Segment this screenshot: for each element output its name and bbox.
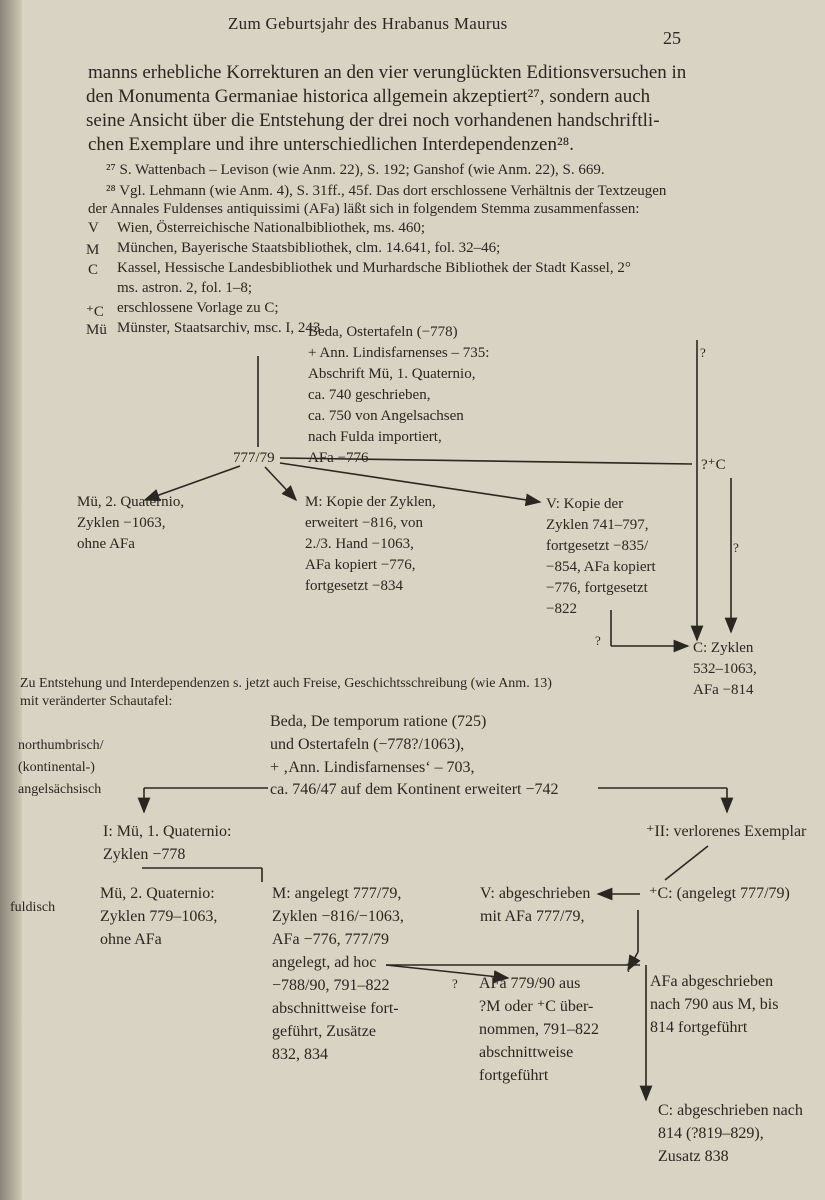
- stemma1-question-left: ?: [595, 633, 601, 648]
- stemma2-question-a: ?: [452, 976, 458, 991]
- body-line-4: chen Exemplare und ihre unterschiedlichen Interdependenzen²⁸.: [88, 134, 575, 155]
- footnote-28-line-2: der Annales Fuldenses antiquissimi (AFa) läßt sich in folgendem Stemma zusammenfassen:: [88, 201, 640, 217]
- siglum-plus-c-text: erschlossene Vorlage zu C;: [117, 300, 279, 316]
- stemma1-node-m: M: Kopie der Zyklen, erweitert −816, von 2./3. Hand −1063, AFa kopiert −776, fortgesetzt −834: [305, 494, 436, 594]
- stemma2-node-ii: ⁺II: verlorenes Exemplar: [646, 823, 807, 840]
- freise-note-line-2: mit veränderter Schautafel:: [20, 694, 173, 709]
- siglum-m: M: [86, 242, 100, 258]
- region-label-fuldisch: fuldisch: [10, 900, 56, 915]
- siglum-plus-c: ⁺C: [86, 304, 104, 320]
- siglum-v: V: [88, 220, 99, 236]
- stemma1-node-c: C: Zyklen 532–1063, AFa −814: [693, 640, 757, 698]
- stemma2-root: Beda, De temporum ratione (725) und Ostertafeln (−778?/1063), + ‚Ann. Lindisfarnenses‘ – 703,: [270, 713, 487, 776]
- siglum-c: C: [88, 262, 99, 278]
- stemma1-root: Beda, Ostertafeln (−778) + Ann. Lindisfarnenses – 735: Abschrift Mü, 1. Quaternio, ca. 740 geschrieben, ca. 750 von Angelsachsen nach Fulda importiert, AFa −776: [308, 324, 490, 466]
- stemma1-question-top: ?: [700, 345, 706, 360]
- stemma2-node-i: I: Mü, 1. Quaternio: Zyklen −778: [103, 823, 232, 863]
- stemma2-node-afa-right: AFa abgeschrieben nach 790 aus M, bis 814 fortgeführt: [650, 973, 779, 1036]
- stemma2-node-c: C: abgeschrieben nach 814 (?819–829), Zusatz 838: [658, 1102, 803, 1165]
- siglum-mu: Mü: [86, 322, 107, 338]
- body-line-1: manns erhebliche Korrekturen an den vier verunglückten Editionsversuchen in: [88, 62, 687, 83]
- region-label-northumbrian: northumbrisch/ (kontinental-) angelsächsisch: [18, 738, 104, 797]
- stemma2-root-last: ca. 746/47 auf dem Kontinent erweitert −742: [270, 781, 559, 798]
- stemma2-node-afa: AFa 779/90 aus ?M oder ⁺C über- nommen, 791–822 abschnittweise fortgeführt: [479, 975, 599, 1084]
- siglum-c-text-2: ms. astron. 2, fol. 1–8;: [117, 280, 252, 296]
- stemma1-question-mid: ?: [733, 540, 739, 555]
- siglum-mu-text: Münster, Staatsarchiv, msc. I, 243: [117, 320, 321, 336]
- footnote-27: ²⁷ S. Wattenbach – Levison (wie Anm. 22), S. 192; Ganshof (wie Anm. 22), S. 669.: [106, 162, 605, 178]
- stemma2-node-m: M: angelegt 777/79, Zyklen −816/−1063, AFa −776, 777/79 angelegt, ad hoc −788/90, 791–822 abschnittweise fort- geführt, Zusätze 832, 834: [272, 885, 404, 1063]
- page-number: 25: [663, 28, 681, 48]
- stemma2-node-v: V: abgeschrieben mit AFa 777/79,: [480, 885, 591, 925]
- footnote-28-line-1: ²⁸ Vgl. Lehmann (wie Anm. 4), S. 31ff., 45f. Das dort erschlossene Verhältnis der Textzeugen: [106, 183, 667, 199]
- body-line-3: seine Ansicht über die Entstehung der drei noch vorhandenen handschriftli-: [86, 110, 660, 131]
- freise-note-line-1: Zu Entstehung und Interdependenzen s. jetzt auch Freise, Geschichtsschreibung (wie Anm. 13): [20, 676, 552, 691]
- stemma2-node-mu2: Mü, 2. Quaternio: Zyklen 779–1063, ohne AFa: [100, 885, 218, 948]
- stemma1-node-plus-c: ?⁺C: [701, 457, 726, 473]
- running-title: Zum Geburtsjahr des Hrabanus Maurus: [228, 14, 508, 33]
- siglum-c-text: Kassel, Hessische Landesbibliothek und Murhardsche Bibliothek der Stadt Kassel, 2°: [117, 260, 631, 276]
- body-line-2: den Monumenta Germaniae historica allgemein akzeptiert²⁷, sondern auch: [86, 86, 651, 107]
- stemma2-node-plus-c: ⁺C: (angelegt 777/79): [649, 885, 790, 902]
- stemma2-question-b: ?: [626, 960, 632, 975]
- siglum-v-text: Wien, Österreichische Nationalbibliothek, ms. 460;: [117, 220, 426, 236]
- stemma1-node-mu2: Mü, 2. Quaternio, Zyklen −1063, ohne AFa: [77, 494, 185, 552]
- stemma1-node-777-79: 777/79: [233, 450, 275, 466]
- siglum-m-text: München, Bayerische Staatsbibliothek, clm. 14.641, fol. 32–46;: [117, 240, 501, 256]
- stemma1-node-v: V: Kopie der Zyklen 741–797, fortgesetzt −835/ −854, AFa kopiert −776, fortgesetzt −822: [546, 496, 656, 617]
